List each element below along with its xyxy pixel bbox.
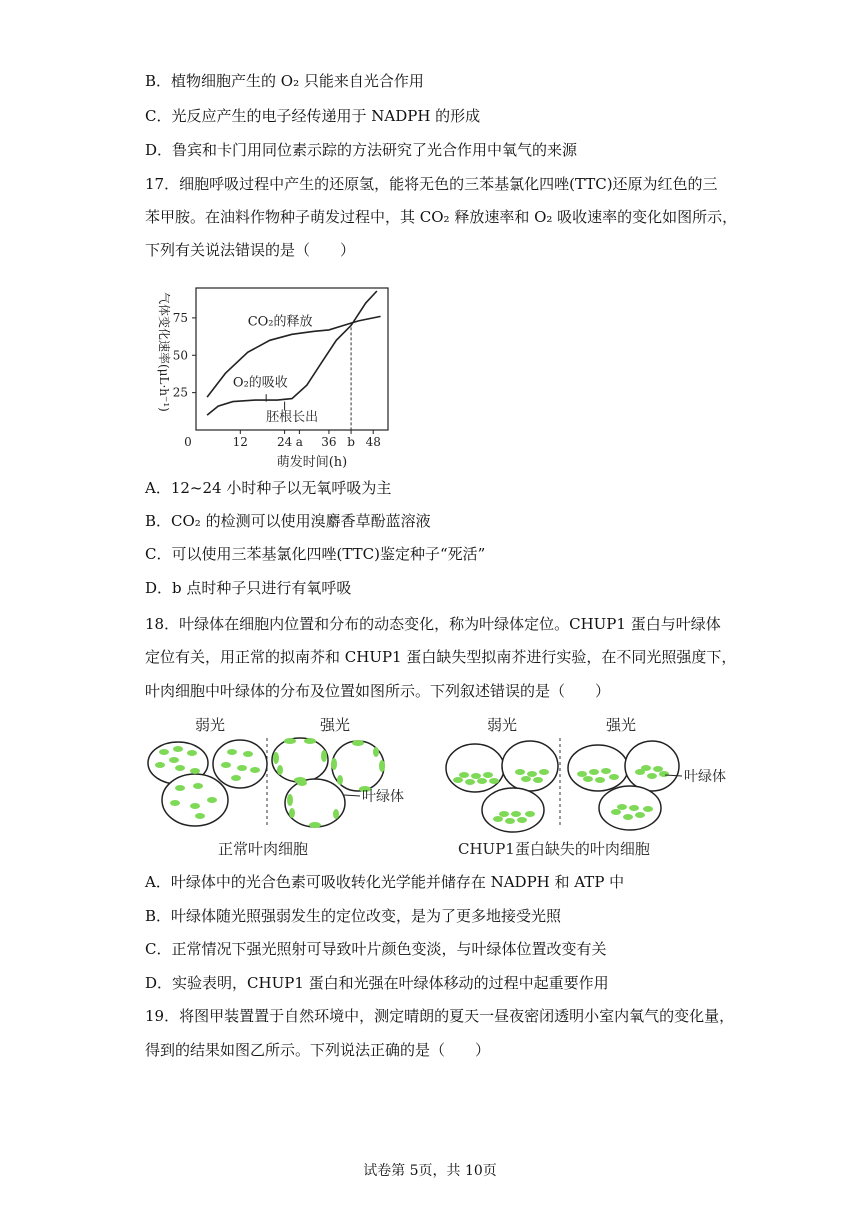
q19-stem-line2: 得到的结果如图乙所示。下列说法正确的是（ ） (145, 1041, 491, 1059)
q18-stem-line1: 18．叶绿体在细胞内位置和分布的动态变化，称为叶绿体定位。CHUP1 蛋白与叶绿体 (145, 615, 721, 633)
x-axis-title: 萌发时间(h) (276, 455, 348, 470)
x-tick-label: b (347, 435, 355, 449)
y-tick-label: 50 (172, 348, 188, 363)
q17-option-d: D．b 点时种子只进行有氧呼吸 (145, 579, 352, 597)
normal-weak-cells (148, 740, 267, 826)
q17-option-a: A．12~24 小时种子以无氧呼吸为主 (145, 479, 392, 497)
q17-option-b: B．CO₂ 的检测可以使用溴麝香草酚蓝溶液 (145, 512, 431, 530)
label-weak-light-mutant: 弱光 (487, 716, 518, 734)
y-axis-title: 气体变化速率(μL·h⁻¹) (157, 292, 171, 412)
q17-stem-line2: 苯甲胺。在油料作物种子萌发过程中，其 CO₂ 释放速率和 O₂ 吸收速率的变化如图所示， (145, 208, 738, 226)
label-strong-light-mutant: 强光 (606, 716, 637, 734)
q18-option-c: C．正常情况下强光照射可导致叶片颜色变淡，与叶绿体位置改变有关 (145, 940, 607, 958)
mutant-weak-cells (446, 741, 558, 832)
series-label-o2: O₂的吸收 (232, 375, 288, 391)
x-tick-label: 48 (365, 435, 381, 449)
q18-stem-line3: 叶肉细胞中叶绿体的分布及位置如图所示。下列叙述错误的是（ ） (145, 682, 611, 700)
q17-option-c: C．可以使用三苯基氯化四唑(TTC)鉴定种子“死活” (145, 545, 486, 563)
page-footer: 试卷第 5页，共 10页 (363, 1163, 497, 1179)
q16-option-b: B．植物细胞产生的 O₂ 只能来自光合作用 (145, 72, 424, 90)
q17-stem-line1: 17．细胞呼吸过程中产生的还原氢，能将无色的三苯基氯化四唑(TTC)还原为红色的三 (145, 175, 718, 193)
plot-frame (196, 288, 388, 430)
q18-option-b: B．叶绿体随光照强弱发生的定位改变，是为了更多地接受光照 (145, 907, 562, 925)
label-chloroplast-normal: 叶绿体 (362, 789, 404, 805)
normal-strong-cells (272, 738, 404, 828)
x-tick-label: 24 (276, 435, 293, 449)
label-chloroplast-mutant: 叶绿体 (684, 769, 726, 785)
series-label-co2: CO₂的释放 (247, 314, 313, 330)
annotation-radicle: 胚根长出 (266, 410, 319, 426)
y-tick-label: 25 (172, 385, 188, 400)
q16-option-c: C．光反应产生的电子经传递用于 NADPH 的形成 (145, 107, 481, 125)
q19-stem-line1: 19．将图甲装置置于自然环境中，测定晴朗的夏天一昼夜密闭透明小室内氧气的变化量， (145, 1007, 735, 1025)
chloroplast-figure (140, 708, 750, 863)
mutant-strong-cells (568, 741, 726, 830)
x-tick-label: a (295, 435, 303, 449)
y-tick-label: 75 (172, 310, 188, 325)
caption-normal-cells: 正常叶肉细胞 (218, 840, 309, 858)
q17-stem-line3: 下列有关说法错误的是（ ） (145, 241, 356, 259)
x-tick-label: 12 (232, 435, 248, 449)
x-tick-label: 36 (321, 435, 337, 449)
label-weak-light-normal: 弱光 (195, 716, 226, 734)
caption-mutant-cells: CHUP1蛋白缺失的叶肉细胞 (458, 840, 650, 858)
label-strong-light-normal: 强光 (320, 716, 351, 734)
x-tick-label: 0 (184, 435, 192, 449)
q18-option-d: D．实验表明，CHUP1 蛋白和光强在叶绿体移动的过程中起重要作用 (145, 974, 609, 992)
q18-option-a: A．叶绿体中的光合色素可吸收转化光学能并储存在 NADPH 和 ATP 中 (145, 873, 625, 891)
q18-stem-line2: 定位有关，用正常的拟南芥和 CHUP1 蛋白缺失型拟南芥进行实验，在不同光照强度下， (145, 648, 737, 666)
gas-rate-chart (148, 280, 418, 470)
q16-option-d: D．鲁宾和卡门用同位素示踪的方法研究了光合作用中氧气的来源 (145, 141, 578, 159)
